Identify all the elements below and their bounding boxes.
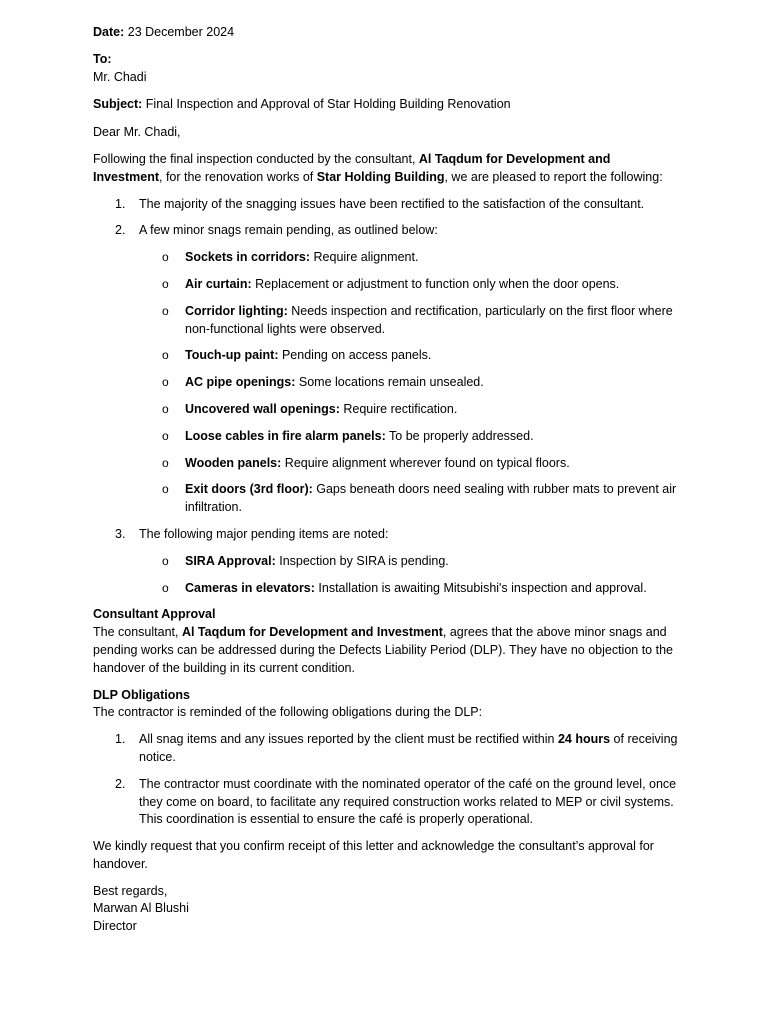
bullet-icon: o: [162, 250, 169, 265]
snag-item: o AC pipe openings: Some locations remain unsealed.: [93, 374, 683, 392]
snag-item: o Air curtain: Replacement or adjustment to function only when the door opens.: [93, 276, 683, 294]
dlp-intro: The contractor is reminded of the following obligations during the DLP:: [93, 705, 483, 720]
snag-item: o Corridor lighting: Needs inspection and rectification, particularly on the first floor where non-functional lights were observed.: [162, 303, 673, 336]
building-name: Star Holding Building: [316, 169, 445, 184]
intro-paragraph: Following the final inspection conducted by the consultant, Al Taqdum for Development and Investment, for the renovation works of Star Holding Building, we are pleased to report the following:: [93, 151, 663, 184]
major-item: o Cameras in elevators: Installation is awaiting Mitsubishi's inspection and approval.: [93, 580, 683, 598]
bullet-icon: o: [162, 482, 169, 497]
major-item: o SIRA Approval: Inspection by SIRA is pending.: [93, 553, 683, 571]
dlp-list: [93, 731, 683, 829]
snag-item: o Exit doors (3rd floor): Gaps beneath doors need sealing with rubber mats to prevent air infiltration.: [162, 482, 677, 515]
snag-item: o Wooden panels: Require alignment wherever found on typical floors.: [93, 455, 683, 473]
recipient-name: Mr. Chadi: [93, 70, 147, 85]
bullet-icon: o: [162, 348, 169, 363]
closing-regards: Best regards,: [93, 883, 168, 898]
list-number: 2.: [115, 776, 126, 791]
bullet-icon: o: [162, 401, 169, 416]
date-value: 23 December 2024: [127, 25, 235, 39]
closing-request: We kindly request that you confirm receipt of this letter and acknowledge the consultant’s approval for handover.: [93, 839, 654, 871]
findings-item-1: 1. The majority of the snagging issues have been rectified to the satisfaction of the consultant.: [93, 196, 683, 214]
salutation: Dear Mr. Chadi,: [93, 124, 181, 139]
signatory-name: Marwan Al Blushi: [93, 901, 189, 916]
snag-item: o Touch-up paint: Pending on access panels.: [93, 347, 683, 365]
consultant-approval-heading: Consultant Approval: [93, 607, 216, 622]
snag-item: o Sockets in corridors: Require alignment.: [93, 249, 683, 267]
dlp-item-1: 1. All snag items and any issues reported by the client must be rectified within 24 hours of receiving notice.: [115, 732, 678, 764]
list-number: 3.: [115, 526, 126, 541]
signatory-title: Director: [93, 919, 137, 934]
date-line: [93, 24, 683, 42]
consultant-name: Al Taqdum for Development and Investment: [93, 151, 611, 184]
bullet-icon: o: [162, 276, 169, 291]
findings-item-3: 3. The following major pending items are noted:: [93, 526, 683, 544]
snag-item: o Uncovered wall openings: Require rectification.: [93, 401, 683, 419]
letter: [93, 24, 683, 936]
minor-snags-list: [93, 249, 683, 517]
snag-item: o Loose cables in fire alarm panels: To be properly addressed.: [93, 428, 683, 446]
bullet-icon: o: [162, 580, 169, 595]
dlp-heading: DLP Obligations: [93, 687, 190, 702]
subject-line: [93, 96, 683, 114]
consultant-name: Al Taqdum for Development and Investment: [181, 625, 443, 640]
bullet-icon: o: [162, 375, 169, 390]
findings-list: [93, 196, 683, 241]
consultant-approval-paragraph: The consultant, Al Taqdum for Development and Investment, agrees that the above minor snags and pending works can be addressed during the Defects Liability Period (DLP). They have no objection to the handover of the building in its current condition.: [93, 625, 673, 675]
bullet-icon: o: [162, 303, 169, 318]
list-number: 1.: [115, 196, 126, 211]
list-number: 1.: [115, 732, 126, 747]
findings-list-continued: [93, 526, 683, 544]
major-items-list: [93, 553, 683, 598]
dlp-item-2: 2. The contractor must coordinate with the nominated operator of the café on the ground level, once they come on board, to facilitate any required construction works related to MEP or civil systems. This coordination is essential to ensure the café is properly operational.: [115, 776, 677, 827]
date-label: Date:: [93, 25, 125, 39]
subject-value: Final Inspection and Approval of Star Holding Building Renovation: [145, 97, 511, 112]
bullet-icon: o: [162, 428, 169, 443]
findings-item-2: 2. A few minor snags remain pending, as outlined below:: [93, 222, 683, 240]
list-number: 2.: [115, 223, 126, 238]
bullet-icon: o: [162, 455, 169, 470]
to-label: To:: [93, 52, 112, 67]
subject-label: Subject:: [93, 97, 143, 112]
deadline: 24 hours: [557, 732, 611, 747]
bullet-icon: o: [162, 553, 169, 568]
